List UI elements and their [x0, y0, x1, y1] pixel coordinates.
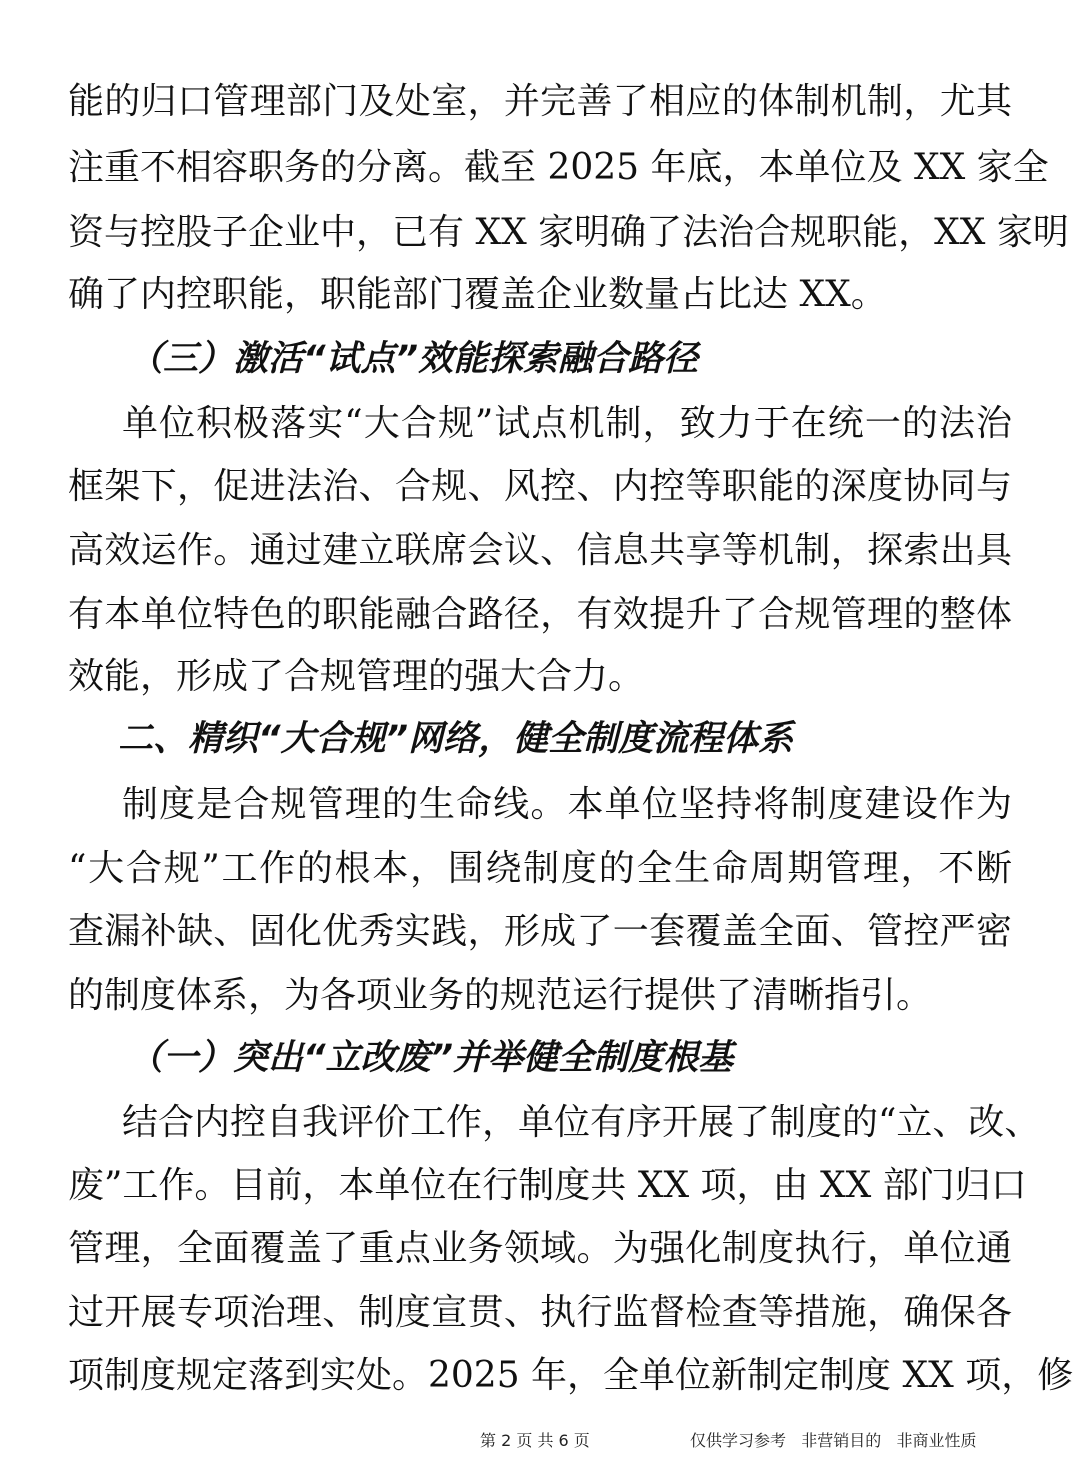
paragraph-line: 过开展专项治理、制度宣贯、执行监督检查等措施，确保各 [68, 1292, 1012, 1333]
paragraph-line: 结合内控自我评价工作，单位有序开展了制度的“立、改、 [122, 1102, 1041, 1143]
paragraph-line: 注重不相容职务的分离。截至 2025 年底，本单位及 XX 家全 [68, 147, 1049, 188]
page-number: 第 2 页 共 6 页 [480, 1431, 590, 1450]
paragraph-line: 管理，全面覆盖了重点业务领域。为强化制度执行，单位通 [68, 1228, 1012, 1269]
paragraph-line: 效能，形成了合规管理的强大合力。 [68, 656, 645, 697]
paragraph-line: 能的归口管理部门及处室，并完善了相应的体制机制，尤其 [68, 81, 1012, 122]
footer-notice: 仅供学习参考 非营销目的 非商业性质 [690, 1431, 977, 1450]
paragraph-line: 项制度规定落到实处。2025 年，全单位新制定制度 XX 项，修 [68, 1355, 1074, 1396]
paragraph-line: 单位积极落实“大合规”试点机制，致力于在统一的法治 [122, 403, 1012, 444]
paragraph-line: 废”工作。目前，本单位在行制度共 XX 项，由 XX 部门归口 [68, 1165, 1027, 1206]
paragraph-line: 的制度体系，为各项业务的规范运行提供了清晰指引。 [68, 975, 933, 1016]
paragraph-line: 高效运作。通过建立联席会议、信息共享等机制，探索出具 [68, 530, 1012, 571]
paragraph-line: 查漏补缺、固化优秀实践，形成了一套覆盖全面、管控严密 [68, 911, 1012, 952]
chapter-heading: 二、精织“大合规”网络，健全制度流程体系 [118, 719, 794, 759]
section-heading: （三）激活“试点”效能探索融合路径 [128, 339, 699, 379]
paragraph-line: 资与控股子企业中，已有 XX 家明确了法治合规职能，XX 家明 [68, 212, 1069, 253]
paragraph-line: 确了内控职能，职能部门覆盖企业数量占比达 XX。 [68, 274, 887, 315]
paragraph-line: 有本单位特色的职能融合路径，有效提升了合规管理的整体 [68, 594, 1012, 635]
paragraph-line: “大合规”工作的根本，围绕制度的全生命周期管理，不断 [68, 848, 1012, 889]
paragraph-line: 框架下，促进法治、合规、风控、内控等职能的深度协同与 [68, 466, 1012, 507]
paragraph-line: 制度是合规管理的生命线。本单位坚持将制度建设作为 [122, 784, 1012, 825]
section-heading: （一）突出“立改废”并举健全制度根基 [128, 1038, 734, 1078]
